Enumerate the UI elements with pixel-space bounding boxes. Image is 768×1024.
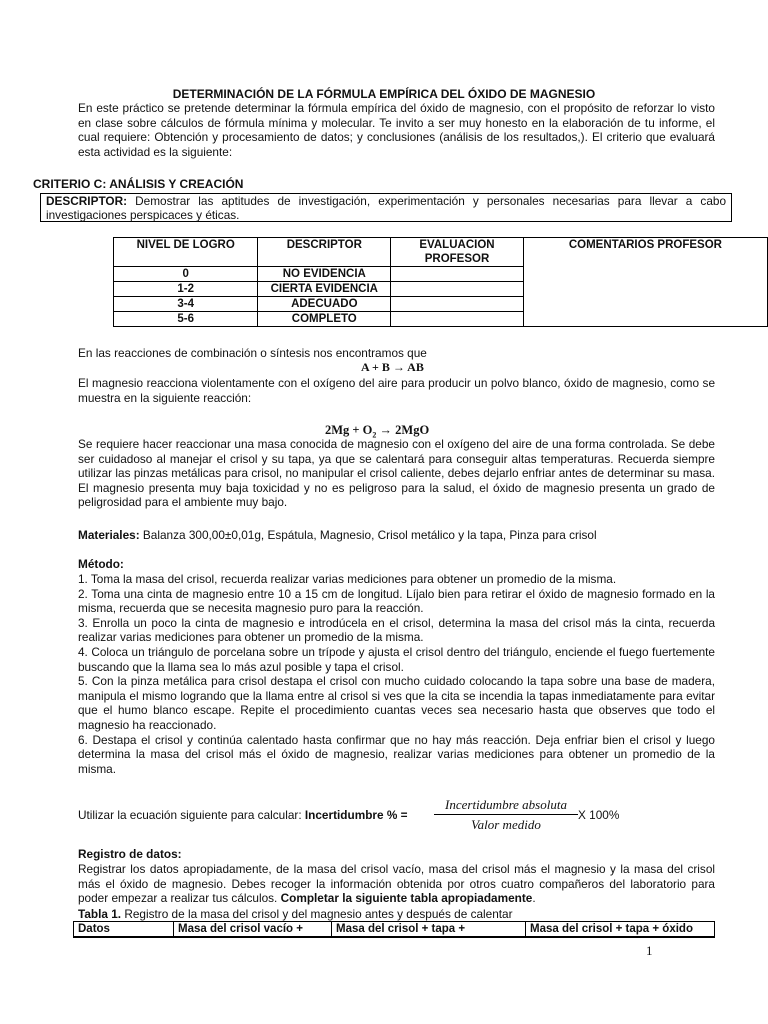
formula-tail: X 100% [578,808,620,822]
uncertainty-formula [78,796,718,832]
intro-paragraph [78,101,715,159]
formula-lead-text: Utilizar la ecuación siguiente para calcular: [78,808,305,822]
data-header-crisol-oxido: Masa del crisol + tapa + óxido [526,922,715,938]
method-step: 3. Enrolla un poco la cinta de magnesio e introdúcela en el crisol, determina la masa del crisol más la cinta, recuerda realizar varias mediciones para obtener un promedio de la misma. [78,615,715,645]
formula-numerator: Incertidumbre absoluta [445,797,567,812]
descriptor-cell: NO EVIDENCIA [258,267,391,282]
data-header-crisol-tapa: Masa del crisol + tapa + [332,922,526,938]
descriptor-cell: CIERTA EVIDENCIA [258,282,391,297]
register-text: Registrar los datos apropiadamente, de la masa del crisol vacío, masa del crisol más el magnesio y la masa del crisol más el óxido de magnesio. Debes recoger la información obtenida por otros cuatro compañeros del laboratorio para poder empezar a realizar tus cálculos. [78,862,715,906]
page-number: 1 [646,943,653,958]
register-paragraph [78,862,715,906]
header-descriptor: DESCRIPTOR [258,238,391,267]
header-comentarios: COMENTARIOS PROFESOR [523,238,767,327]
fraction-bar [434,814,578,815]
magnesium-intro: El magnesio reacciona violentamente con el oxígeno del aire para producir un polvo blanco, óxido de magnesio, como se muestra en la siguiente reacción: [78,376,715,405]
method-step: 4. Coloca un triángulo de porcelana sobre un trípode y ajusta el crisol dentro del triángulo, enciende el fuego fuertemente buscando que la llama sea lo más azul posible y tapa el crisol. [78,644,715,674]
register-title: Registro de datos: [78,847,182,861]
method-step: 6. Destapa el crisol y continúa calentado hasta confirmar que no hay más reacción. Deja enfriar bien el crisol y luego determina la masa del crisol más el óxido de magnesio, realizar varias mediciones para obtener un promedio de la misma. [78,732,715,776]
method-title: Método: [78,557,124,571]
method-list [78,572,715,776]
formula-fraction [434,796,578,833]
level-cell: 3-4 [114,297,258,312]
level-cell: 1-2 [114,282,258,297]
general-equation: A + B → AB [361,360,424,374]
formula-lead-bold: Incertidumbre % = [304,808,408,822]
table1-caption [78,907,715,922]
descriptor-label: DESCRIPTOR: [46,194,128,208]
evaluation-cell[interactable] [391,282,524,297]
materials-text: Balanza 300,00±0,01g, Espátula, Magnesio, Crisol metálico y la tapa, Pinza para crisol [139,528,597,542]
method-step: 5. Con la pinza metálica para crisol destapa el crisol con mucho cuidado colocando la tapa sobre una base de madera, manipula el mismo logrando que la llama entre al crisol si ves que la cita se incendia la tapas inmediatamente para evitar que el humo blanco escape. Repite el procedimiento cuantas veces sea necesario hasta que observes que todo el magnesio ha reaccionado. [78,674,715,732]
data-header-datos: Datos [74,922,174,938]
data-header-crisol-vacio: Masa del crisol vacío + [174,922,332,938]
formula-lead [78,808,408,823]
descriptor-box [40,193,732,222]
data-table-header-row [74,922,715,938]
criterion-title: CRITERIO C: ANÁLISIS Y CREACIÓN [33,177,244,191]
register-bold: Completar la siguiente tabla apropiadamente [280,891,533,906]
descriptor-text: Demostrar las aptitudes de investigación, experimentación y personales necesarias para llevar a cabo investigaciones perspicaces y éticas. [46,194,726,222]
formula-denominator: Valor medido [471,817,541,832]
data-table [73,921,715,938]
evaluation-cell[interactable] [391,267,524,282]
materials-label: Materiales: [78,528,140,542]
method-step: 1. Toma la masa del crisol, recuerda realizar varias mediciones para obtener un promedio de la misma. [78,572,617,586]
equation-left: 2Mg + O [325,423,373,437]
evaluation-cell[interactable] [391,312,524,327]
header-nivel: NIVEL DE LOGRO [114,238,258,267]
level-cell: 0 [114,267,258,282]
evaluation-cell[interactable] [391,297,524,312]
procedure-paragraph: Se requiere hacer reaccionar una masa conocida de magnesio con el oxígeno del aire de una forma controlada. Se debe ser cuidadoso al manejar el crisol y su tapa, ya que se calentará para conseguir altas temperaturas. Recuerda siempre utilizar las pinzas metálicas para crisol, no manipular el crisol caliente, debes dejarlo enfriar antes de determinar su masa. El magnesio presenta muy baja toxicidad y no es peligroso para la salud, el óxido de magnesio presenta un grado de peligrosidad para el ambiente muy bajo. [78,437,715,510]
level-cell: 5-6 [114,312,258,327]
achievement-table [113,237,768,327]
table1-caption-text: Registro de la masa del crisol y del magnesio antes y después de calentar [121,907,513,921]
descriptor-cell: ADECUADO [258,297,391,312]
method-step: 2. Toma una cinta de magnesio entre 10 a 15 cm de longitud. Líjalo bien para retirar el óxido de magnesio formado en la misma, recuerda que se necesita magnesio puro para la reacción. [78,586,715,616]
document-title: DETERMINACIÓN DE LA FÓRMULA EMPÍRICA DEL ÓXIDO DE MAGNESIO [172,87,596,101]
descriptor-cell: COMPLETO [258,312,391,327]
register-end: . [532,891,536,906]
equation-subscript: 2 [372,430,377,440]
achievement-header-row [114,238,768,267]
materials-paragraph [78,528,715,543]
combination-intro: En las reacciones de combinación o síntesis nos encontramos que [78,346,427,360]
equation-right: → 2MgO [376,423,430,437]
table1-label: Tabla 1. [78,907,122,921]
intro-text: En este práctico se pretende determinar la fórmula empírica del óxido de magnesio, con el propósito de reforzar lo visto en clase sobre cálculos de fórmula mínima y molecular. Te invito a ser muy honesto en la elaboración de tu informe, el cual requiere: Obtención y procesamiento de datos; y conclusiones (análisis de los resultados,). El criterio que evaluará esta actividad es la siguiente: [78,101,715,159]
header-evaluacion: EVALUACION PROFESOR [391,238,524,267]
